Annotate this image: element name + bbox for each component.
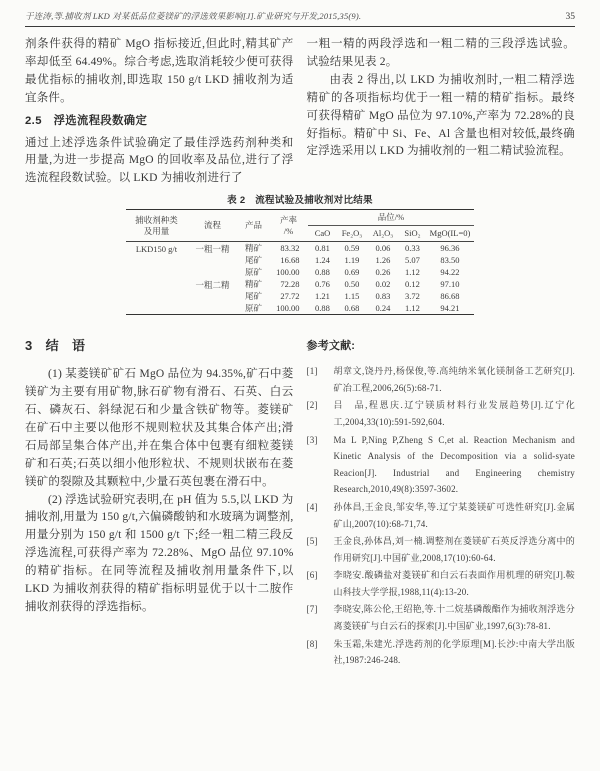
page-number: 35	[565, 12, 575, 22]
cell-sio2: 1.12	[405, 267, 420, 278]
cell-yield: 72.28	[280, 279, 300, 290]
cell-fe2o3: 0.69	[344, 267, 360, 278]
cell-cao: 1.21	[315, 291, 330, 302]
col-header-sio2: SiO₂	[404, 228, 421, 239]
references-list	[307, 363, 576, 669]
cell-sio2: 3.72	[405, 291, 420, 302]
cell-yield: 27.72	[280, 291, 300, 302]
cell-product: 精矿	[244, 279, 262, 290]
table-header-row	[126, 210, 473, 226]
reference-text: 李晓安,陈公伦,王绍艳,等.十二烷基磷酸酯作为捕收剂浮选分离菱镁矿与白云石的探索[J].中国矿业,1997,6(3):78-81.	[333, 604, 575, 632]
cell-collector: LKD150 g/t	[135, 244, 178, 255]
section-heading-2-5: 2.5 浮选流程段数确定	[25, 114, 148, 127]
cell-yield: 100.00	[276, 303, 300, 314]
col-header-yield-line1: 产率	[279, 214, 297, 225]
cell-al2o3: 0.06	[375, 243, 391, 254]
header-divider	[25, 26, 575, 27]
right-column-bottom	[307, 329, 576, 670]
col-header-collector	[126, 210, 186, 242]
reference-text: 李晓安.酸磷盐对菱镁矿和白云石表面作用机理的研究[J].鞍山科技大学学报,1988,11(4):13-20.	[333, 570, 575, 597]
cell-product: 尾矿	[244, 255, 262, 266]
col-header-collector-line2: 及用量	[143, 225, 170, 236]
running-head	[25, 10, 575, 22]
col-header-fe2o3: Fe₂O₃	[341, 228, 363, 239]
col-header-process: 流程	[203, 220, 221, 231]
cell-process: 一粗一精	[195, 244, 230, 255]
reference-number: [5]	[306, 536, 318, 547]
cell-al2o3: 0.24	[375, 303, 391, 314]
cell-cao: 1.24	[315, 255, 330, 266]
paragraph: 通过上述浮选条件试验确定了最佳浮选药剂种类和用量,为进一步提高 MgO 的回收率及品位,进行了浮选流程段数试验。以 LKD 为捕收剂进行了	[25, 136, 294, 185]
reference-number: [1]	[306, 366, 318, 377]
col-header-grade-group: 品位/%	[308, 210, 473, 226]
reference-number: [2]	[306, 400, 318, 411]
reference-item	[307, 567, 576, 600]
col-header-collector-line1: 捕收剂种类	[135, 214, 178, 225]
paragraph: 剂条件获得的精矿 MgO 指标接近,但此时,精其矿产率却低至 64.49%。综合考虑,选取消耗较少便可获得最优指标的捕收剂,即选取 150 g/t LKD 捕收剂为适宜条件。	[25, 38, 294, 104]
left-column-top	[25, 36, 294, 188]
table-body	[126, 242, 473, 315]
table-header	[126, 210, 473, 242]
reference-item	[307, 499, 576, 532]
section-heading-3: 3 结 语	[25, 338, 86, 354]
reference-number: [7]	[306, 604, 318, 615]
cell-al2o3: 1.26	[375, 255, 391, 266]
reference-text: 胡章文,饶丹丹,杨保俊,等.高纯纳米氧化镁制备工艺研究[J].矿冶工程,2006,26(5):68-71.	[333, 366, 575, 393]
cell-al2o3: 0.26	[375, 267, 391, 278]
reference-text: 吕 品,程恩庆.辽宁镁质材料行业发展趋势[J].辽宁化工,2004,33(10):591-592,604.	[333, 400, 575, 427]
reference-text: 王金良,孙体昌,刘一楠.调整剂在菱镁矿石英反浮选分离中的作用研究[J].中国矿业,2008,17(10):60-64.	[333, 536, 575, 563]
left-column-bottom	[25, 329, 294, 670]
cell-cao: 0.88	[315, 303, 330, 314]
col-header-yield-line2: /%	[283, 225, 294, 236]
paragraph: 由表 2 得出,以 LKD 为捕收剂时,一粗二精浮选精矿的各项指标均优于一粗一精的精矿指标。最终可获得精矿 MgO 品位为 97.10%,产率为 72.28%的良好指标。精矿中 Si、Fe、Al 含量也相对较低,最终确定浮选采用以 LKD 为捕收剂的一粗二精试验流程。	[306, 73, 575, 158]
cell-cao: 0.76	[315, 279, 330, 290]
body-region-top	[25, 36, 575, 188]
cell-yield: 16.68	[280, 255, 300, 266]
col-header-al2o3: Al₂O₃	[372, 228, 394, 239]
cell-sio2: 1.12	[405, 303, 420, 314]
reference-item	[307, 397, 576, 430]
conclusion-paragraph-2: (2) 浮选试验研究表明,在 pH 值为 5.5,以 LKD 为捕收剂,用量为 150 g/t,六偏磷酸钠和水玻璃为调整剂,用量分别为 150 g/t 和 1500 g/t 下;经一粗二精三段反浮选流程,可获得产率为 72.28%、MgO 品位 97.10%的精矿指标。在同等流程及捕收剂用量条件下,以 LKD 为捕收剂获得的精矿指标明显优于以十二胺作捕收剂获得的浮选指标。	[25, 493, 294, 613]
cell-cao: 0.81	[315, 243, 330, 254]
paragraph: 一粗一精的两段浮选和一粗二精的三段浮选试验。试验结果见表 2。	[306, 38, 575, 68]
col-header-cao: CaO	[314, 228, 331, 239]
reference-item	[307, 363, 576, 396]
cell-product: 精矿	[244, 243, 262, 254]
cell-fe2o3: 1.19	[344, 255, 360, 266]
cell-yield: 100.00	[276, 267, 300, 278]
reference-item	[307, 533, 576, 566]
cell-product: 原矿	[244, 267, 262, 278]
cell-yield: 83.32	[280, 243, 300, 254]
cell-mgo: 94.22	[440, 267, 460, 278]
cell-fe2o3: 0.68	[344, 303, 360, 314]
cell-fe2o3: 0.50	[344, 279, 360, 290]
references-heading: 参考文献:	[306, 340, 356, 353]
body-region-bottom	[25, 329, 575, 670]
cell-mgo: 94.21	[440, 303, 460, 314]
cell-mgo: 83.50	[440, 255, 460, 266]
reference-text: Ma L P,Ning P,Zheng S C,et al. Reaction Mechanism and Kinetic Analysis of the Decomposition via a solid-syate Reacion[J]. Industrial and Engineering chemistry Research,2010,49(8):3597-3602.	[333, 434, 575, 495]
cell-mgo: 86.68	[440, 291, 460, 302]
col-header-yield	[268, 210, 308, 242]
table-title: 表 2 流程试验及捕收剂对比结果	[227, 195, 373, 207]
reference-item	[307, 636, 576, 669]
reference-text: 孙体昌,王金良,邹安华,等.辽宁某菱镁矿可选性研究[J].金属矿山,2007(10):68-71,74.	[333, 501, 575, 529]
cell-product: 尾矿	[244, 291, 262, 302]
conclusion-paragraph-1: (1) 某菱镁矿矿石 MgO 品位为 94.35%,矿石中菱镁矿为主要有用矿物,脉石矿物有滑石、石英、白云石、磷灰石、斜绿泥石和少量含铁矿物等。菱镁矿在矿石中主要以他形不规则粒状及其集合体产出;滑石局部呈集合体产出,并在集合体中包裹有细粒菱镁矿和石英;石英以细小他形粒状、不规则状嵌布在菱镁矿的裂隙及其颗粒中,少量石英包裹在滑石中。	[25, 368, 294, 488]
col-header-product: 产品	[244, 220, 262, 231]
cell-sio2: 5.07	[405, 255, 420, 266]
right-column-top	[307, 36, 576, 188]
cell-al2o3: 0.83	[375, 291, 391, 302]
reference-item	[307, 432, 576, 498]
cell-cao: 0.88	[315, 267, 330, 278]
reference-number: [4]	[306, 501, 318, 512]
cell-product: 原矿	[244, 303, 262, 314]
cell-sio2: 0.12	[405, 279, 420, 290]
reference-number: [8]	[306, 638, 318, 649]
table-2-block	[25, 192, 575, 315]
cell-fe2o3: 0.59	[344, 243, 360, 254]
col-header-mgo: MgO(IL=0)	[429, 228, 471, 239]
cell-fe2o3: 1.15	[344, 291, 360, 302]
cell-al2o3: 0.02	[375, 279, 391, 290]
table-row	[126, 242, 473, 255]
cell-mgo: 97.10	[440, 279, 460, 290]
reference-number: [6]	[306, 570, 318, 581]
running-head-citation: 于连涛,等.捕收剂 LKD 对某低品位菱镁矿的浮选效果影响[J].矿业研究与开发,2015,35(9).	[25, 11, 362, 21]
reference-item	[307, 601, 576, 634]
cell-process: 一粗二精	[195, 280, 230, 291]
cell-sio2: 0.33	[405, 243, 420, 254]
cell-mgo: 96.36	[440, 243, 460, 254]
reference-text: 朱玉霜,朱建光.浮选药剂的化学原理[M].长沙:中南大学出版社,1987:246-248.	[333, 638, 575, 666]
results-table	[126, 209, 473, 315]
reference-number: [3]	[306, 434, 318, 445]
